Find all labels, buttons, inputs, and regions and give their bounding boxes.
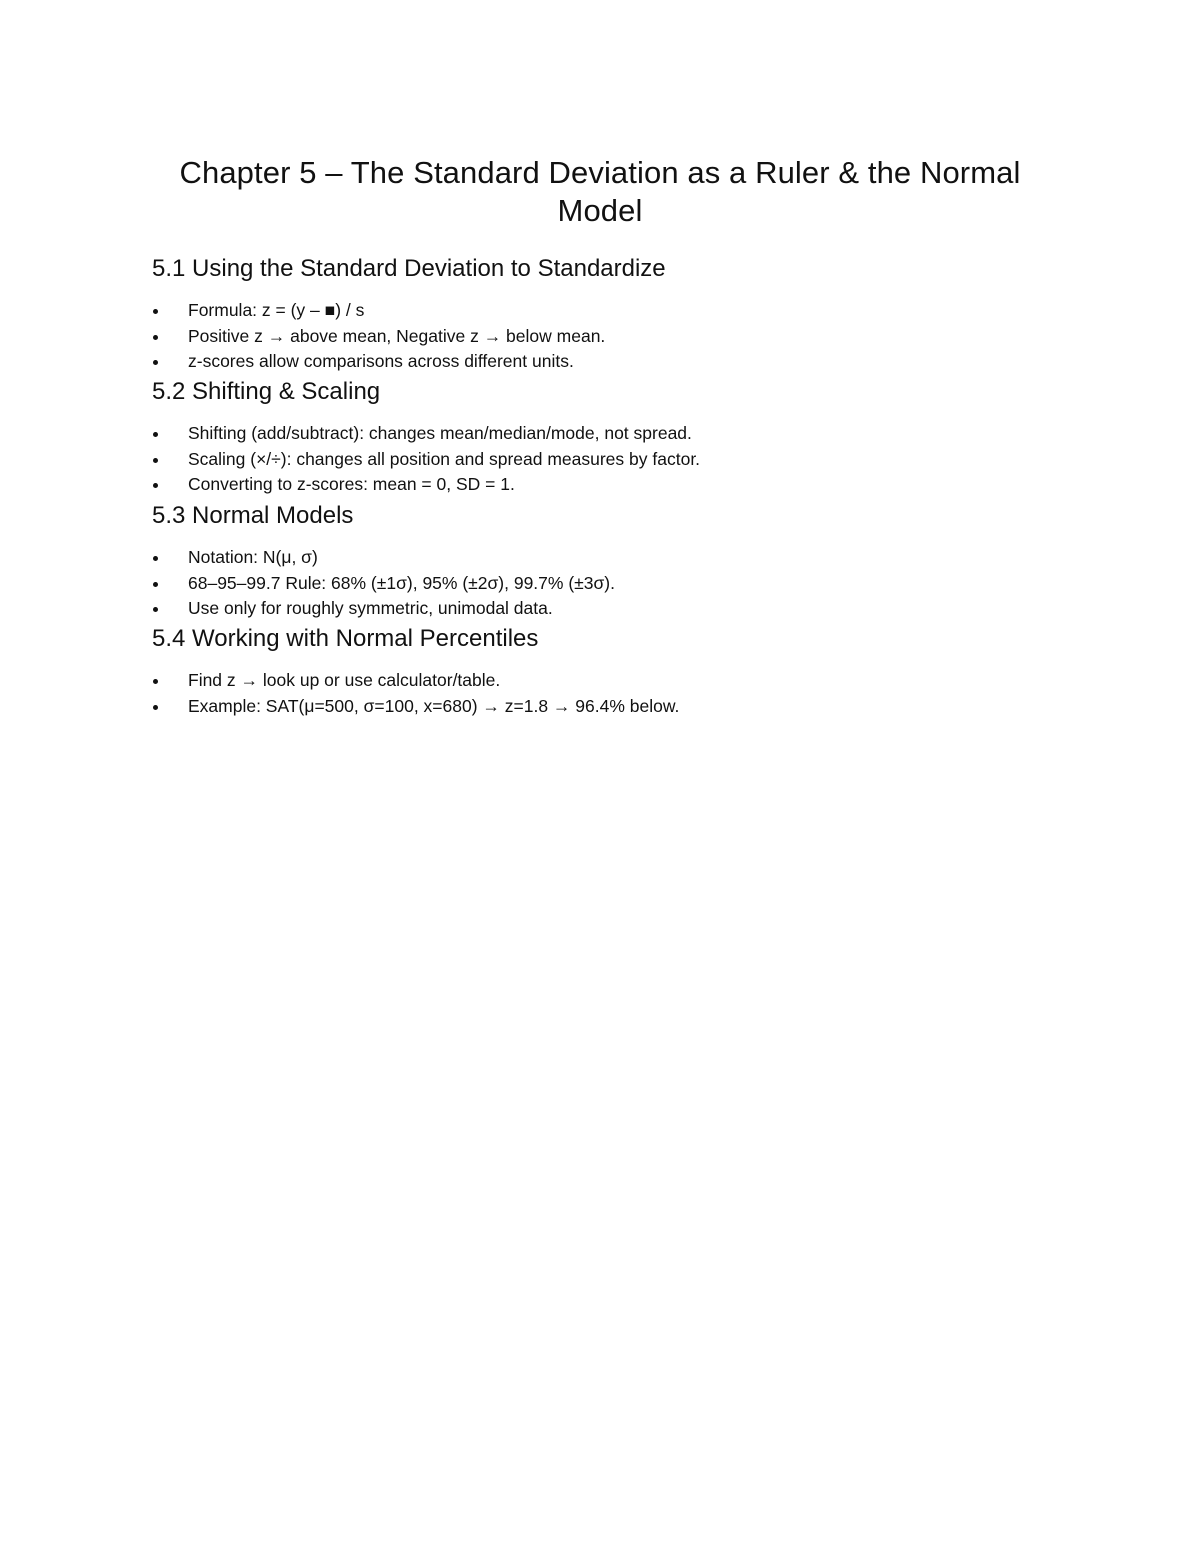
list-item-text: Example: SAT(μ=500, σ=100, x=680) → z=1.8 → 96.4% below.	[188, 695, 680, 716]
bullet-icon	[153, 556, 158, 561]
bullet-icon	[153, 483, 158, 488]
bullet-icon	[153, 679, 158, 684]
list-item	[152, 472, 1052, 498]
bullet-icon	[153, 607, 158, 612]
list-item-text: Use only for roughly symmetric, unimodal data.	[188, 598, 553, 618]
section-heading: 5.1 Using the Standard Deviation to Standardize	[152, 255, 666, 282]
list-item-text: Scaling (×/÷): changes all position and spread measures by factor.	[188, 448, 701, 469]
bullet-list	[152, 668, 1052, 719]
bullet-icon	[153, 432, 158, 437]
list-item	[152, 668, 1052, 694]
list-item-text: z-scores allow comparisons across different units.	[188, 351, 574, 371]
section-heading: 5.2 Shifting & Scaling	[152, 378, 381, 405]
bullet-icon	[153, 309, 158, 314]
bullet-icon	[153, 582, 158, 587]
list-item	[152, 421, 1052, 447]
list-item-text: 68–95–99.7 Rule: 68% (±1σ), 95% (±2σ), 99.7% (±3σ).	[188, 572, 615, 593]
list-item	[152, 694, 1052, 720]
bullet-icon	[153, 360, 158, 365]
section-normal-percentiles	[152, 624, 1052, 719]
bullet-icon	[153, 705, 158, 710]
bullet-icon	[153, 458, 158, 463]
list-item	[152, 349, 1052, 375]
list-item	[152, 545, 1052, 571]
bullet-icon	[153, 335, 158, 340]
list-item-text: Shifting (add/subtract): changes mean/median/mode, not spread.	[188, 423, 692, 443]
section-normal-models	[152, 501, 1052, 622]
list-item-text: Find z → look up or use calculator/table.	[188, 670, 501, 690]
list-item	[152, 324, 1052, 350]
bullet-list	[152, 421, 1052, 498]
list-item	[152, 447, 1052, 473]
list-item	[152, 298, 1052, 324]
list-item	[152, 571, 1052, 597]
section-shifting-scaling	[152, 377, 1052, 498]
bullet-list	[152, 298, 1052, 375]
bullet-list	[152, 545, 1052, 622]
chapter-title: Chapter 5 – The Standard Deviation as a Ruler & the Normal Model	[179, 155, 1021, 228]
section-heading: 5.4 Working with Normal Percentiles	[152, 625, 539, 652]
list-item-text: Converting to z-scores: mean = 0, SD = 1.	[188, 474, 515, 494]
list-item-text: Notation: N(μ, σ)	[188, 547, 318, 567]
list-item-text: Positive z → above mean, Negative z → below mean.	[188, 325, 606, 346]
list-item-text: Formula: z = (y – ■) / s	[188, 300, 365, 320]
section-heading: 5.3 Normal Models	[152, 502, 354, 529]
section-standardize	[152, 254, 1052, 375]
list-item	[152, 596, 1052, 622]
